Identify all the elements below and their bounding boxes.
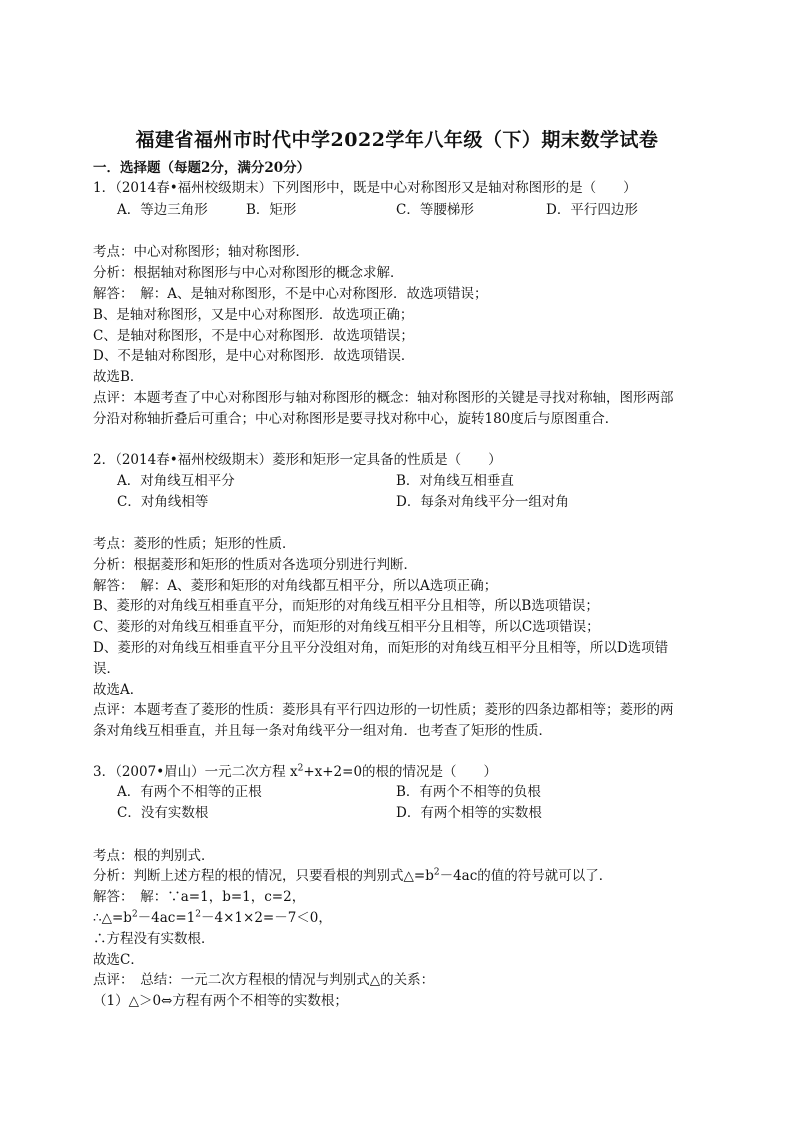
q3-conclusion: ∴方程没有实数根． (93, 931, 215, 947)
q1-comment-1: 点评：本题考查了中心对称图形与轴对称图形的概念：轴对称图形的关键是寻找对称轴，图形两部 (93, 390, 674, 406)
q3-stem (93, 762, 713, 782)
q3-comment-2: （1）△＞0⇔方程有两个不相等的实数根； (93, 993, 348, 1009)
q2-kaodian: 考点：菱形的性质；矩形的性质． (93, 536, 296, 552)
q2-option-a: A．对角线互相平分 (117, 473, 235, 489)
q3-comment-1: 点评： 总结：一元二次方程根的情况与判别式△的关系： (93, 972, 435, 988)
section-heading: 一．选择题（每题2分，满分20分） (93, 160, 311, 176)
q3-calc-exponent-2: 2 (195, 909, 202, 920)
q3-stem-part-b: +x+2=0的根的情况是（ ） (303, 764, 498, 780)
q1-stem: 1．（2014春•福州校级期末）下列图形中，既是中心对称图形又是轴对称图形的是（ ） (93, 180, 637, 196)
q2-comment-2: 条对角线互相垂直，并且每一条对角线平分一组对角．也考查了矩形的性质． (93, 723, 552, 739)
q1-option-b: B．矩形 (246, 202, 297, 218)
q3-fenxi-exponent: 2 (433, 867, 440, 878)
page-title: 福建省福州市时代中学2022学年八年级（下）期末数学试卷 (135, 129, 659, 151)
q3-option-a: A．有两个不相等的正根 (117, 784, 262, 800)
q2-line-d1: D、菱形的对角线互相垂直平分且平分没组对角，而矩形的对角线互相平分且相等，所以D选项错 (93, 640, 669, 656)
q3-calculation (93, 908, 713, 928)
q1-answer: 故选B． (93, 369, 144, 385)
q2-option-c: C．对角线相等 (117, 494, 209, 510)
q3-jieda: 解答： 解：∵a=1，b=1，c=2， (93, 889, 306, 905)
q3-option-c: C．没有实数根 (117, 805, 209, 821)
q3-calc-exponent-1: 2 (131, 909, 138, 920)
q1-fenxi: 分析：根据轴对称图形与中心对称图形的概念求解． (93, 265, 404, 281)
q2-comment-1: 点评：本题考查了菱形的性质：菱形具有平行四边形的一切性质；菱形的四条边都相等；菱形的两 (93, 702, 674, 718)
q2-option-d: D．每条对角线平分一组对角 (396, 494, 569, 510)
q3-answer: 故选C． (93, 952, 144, 968)
q1-option-a: A．等边三角形 (117, 202, 208, 218)
q1-option-c: C．等腰梯形 (396, 202, 474, 218)
q2-option-b: B．对角线互相垂直 (396, 473, 514, 489)
q1-kaodian: 考点：中心对称图形；轴对称图形． (93, 244, 309, 260)
q3-option-d: D．有两个相等的实数根 (396, 805, 542, 821)
q2-line-b: B、菱形的对角线互相垂直平分，而矩形的对角线互相平分且相等，所以B选项错误； (93, 598, 599, 614)
q1-option-d: D．平行四边形 (546, 202, 638, 218)
q3-calc-part-a: ∴△=b (93, 910, 132, 926)
q1-line-b: B、是轴对称图形，又是中心对称图形．故选项正确； (93, 307, 414, 323)
q2-line-d2: 误． (93, 661, 120, 677)
q2-jieda: 解答： 解：A、菱形和矩形的对角线都互相平分，所以A选项正确； (93, 578, 498, 594)
q3-fenxi-part-a: 分析：判断上述方程的根的情况，只要看根的判别式△=b (93, 868, 434, 884)
q3-stem-part-a: 3．（2007•眉山）一元二次方程 x (93, 764, 298, 780)
q1-comment-2: 分沿对称轴折叠后可重合；中心对称图形是要寻找对称中心，旋转180度后与原图重合． (93, 411, 619, 427)
q3-calc-part-b: －4ac=1 (137, 910, 196, 926)
q3-fenxi-part-b: －4ac的值的符号就可以了． (439, 868, 613, 884)
q3-kaodian: 考点：根的判别式． (93, 848, 215, 864)
q2-answer: 故选A． (93, 682, 144, 698)
q3-option-b: B．有两个不相等的负根 (396, 784, 541, 800)
q2-fenxi: 分析：根据菱形和矩形的性质对各选项分别进行判断． (93, 557, 417, 573)
q2-line-c: C、菱形的对角线互相垂直平分，而矩形的对角线互相平分且相等，所以C选项错误； (93, 619, 600, 635)
q2-stem: 2．（2014春•福州校级期末）菱形和矩形一定具备的性质是（ ） (93, 452, 502, 468)
q1-line-d: D、不是轴对称图形，是中心对称图形．故选项错误． (93, 348, 415, 364)
q3-fenxi (93, 866, 713, 886)
q3-stem-exponent: 2 (297, 763, 304, 774)
q1-line-c: C、是轴对称图形，不是中心对称图形．故选项错误； (93, 328, 414, 344)
q1-jieda: 解答： 解：A、是轴对称图形，不是中心对称图形．故选项错误； (93, 286, 488, 302)
q3-calc-part-c: －4×1×2=－7＜0， (201, 910, 332, 926)
